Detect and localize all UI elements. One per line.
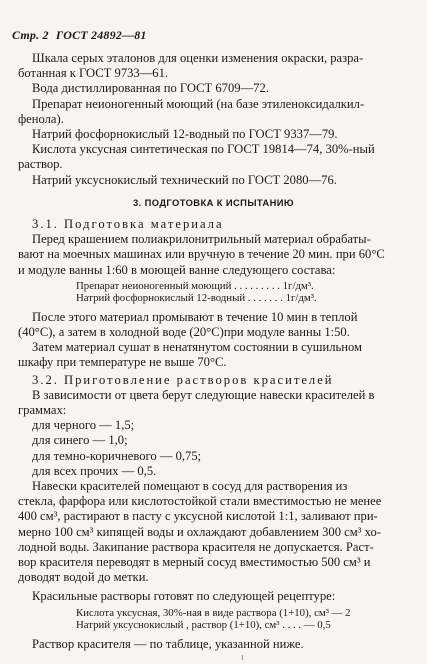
text-line: Кислота уксусная синтетическая по ГОСТ 19814—74, 30%-ный xyxy=(32,142,375,157)
text-line: (40°C), а затем в холодной воде (20°C)при модуле ванны 1:50. xyxy=(18,325,350,339)
text-line: шкафу при температуре не выше 70°C. xyxy=(18,355,227,370)
text-line: мерно 100 см³ кипящей воды и охлаждают добавлением 300 см³ хо- xyxy=(18,524,381,539)
text-line: Вода дистиллированная по ГОСТ 6709—72. xyxy=(32,81,269,96)
text-line: вор красителя переводят в мерный сосуд вместимостью 500 см³ и xyxy=(18,555,371,569)
text-line: Навески красителей помещают в сосуд для растворения из xyxy=(32,479,348,493)
text-line: 400 см³, растирают в пасту с уксусной кислотой 1:1, заливают при- xyxy=(18,509,378,524)
text-line: вают на моечных машинах или вручную в течение 20 мин. при 60°C xyxy=(18,247,385,262)
page-mark xyxy=(242,655,243,660)
text-line: ботанная к ГОСТ 9733—61. xyxy=(18,66,169,81)
standard-number: ГОСТ 24892—81 xyxy=(55,28,147,42)
page-number: Стр. 2 xyxy=(12,28,49,42)
subsection-title: 3.1. Подготовка материала xyxy=(32,217,224,231)
text-line: Раствор красителя — по таблице, указанной ниже. xyxy=(32,636,304,651)
list-item: для всех прочих — 0,5. xyxy=(32,463,157,478)
page-header xyxy=(12,28,151,43)
text-line: стекла, фарфора или кислотостойкой стали вместимостью не менее xyxy=(18,494,382,509)
text-line: граммах: xyxy=(18,403,67,417)
text-line: В зависимости от цвета берут следующие навески красителей в xyxy=(32,387,375,402)
text-line: Натрий фосфорнокислый 12-водный по ГОСТ 9337—79. xyxy=(32,127,338,141)
text-line: доводят водой до метки. xyxy=(18,570,149,585)
text-line: фенола). xyxy=(18,111,64,126)
section-title: 3. ПОДГОТОВКА К ИСПЫТАНИЮ xyxy=(133,196,294,208)
list-item: для черного — 1,5; xyxy=(32,418,135,433)
recipe-line: Препарат неионогенный моющий . . . . . . . . . 1г/дм³. xyxy=(76,279,314,292)
text-line: лодной воды. Закипание раствора красителя не допускается. Раст- xyxy=(18,539,374,554)
text-line: Перед крашением полиакрилонитрильный материал обрабаты- xyxy=(32,232,371,247)
recipe-line: Натрий фосфорнокислый 12-водный . . . . . . . 1г/дм³. xyxy=(76,292,317,305)
text-line: и модуле ванны 1:60 в моющей ванне следующего состава: xyxy=(18,262,336,277)
list-item: для синего — 1,0; xyxy=(32,433,128,448)
text-line: Препарат неионогенный моющий (на базе этиленоксидалкил- xyxy=(32,96,365,111)
text-line: Шкала серых эталонов для оценки изменения окраски, разра- xyxy=(32,51,364,65)
recipe-line: Натрий уксуснокислый , раствор (1+10), см³ . . . . — 0,5 xyxy=(76,619,331,632)
recipe-intro: Красильные растворы готовят по следующей рецептуре: xyxy=(32,589,336,604)
text-line: раствор. xyxy=(18,157,63,172)
text-line: Натрий уксуснокислый технический по ГОСТ 2080—76. xyxy=(32,172,337,187)
recipe-line: Кислота уксусная, 30%-ная в виде раствора (1+10), см³ — 2 xyxy=(76,606,351,619)
text-line: После этого материал промывают в течение 10 мин в теплой xyxy=(32,309,358,324)
text-line: Затем материал сушат в ненатянутом состоянии в сушильном xyxy=(32,340,363,355)
list-item: для темно-коричневого — 0,75; xyxy=(32,448,202,463)
subsection-title: 3.2. Приготовление растворов красителей xyxy=(32,372,334,387)
